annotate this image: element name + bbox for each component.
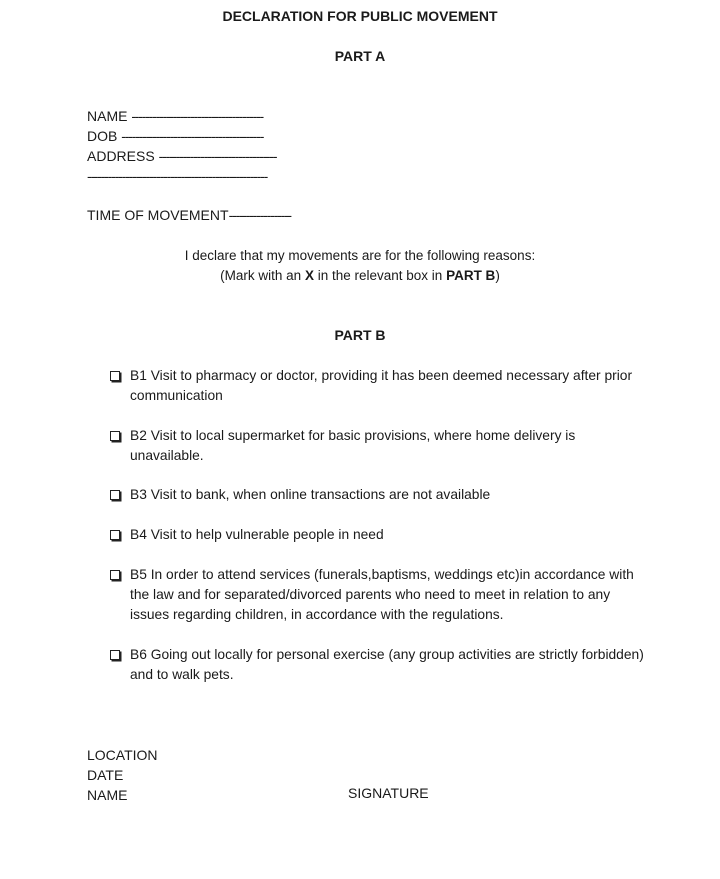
address-field-line2[interactable]	[87, 167, 267, 185]
instruction-text-post: )	[495, 268, 500, 283]
address-field[interactable]	[87, 147, 276, 165]
declaration-statement: I declare that my movements are for the following reasons:	[184, 248, 536, 263]
address-blank-line[interactable]: ----------------------------------	[158, 148, 277, 164]
reason-item-b2	[110, 426, 650, 466]
reason-item-b4	[110, 525, 650, 545]
dob-label: DOB	[87, 128, 118, 144]
signature-label: SIGNATURE	[348, 785, 429, 801]
address-label: ADDRESS	[87, 148, 155, 164]
footer-name-label: NAME	[87, 787, 128, 803]
time-of-movement-label: TIME OF MOVEMENT	[87, 207, 229, 223]
reason-text: B1 Visit to pharmacy or doctor, providing it has been deemed necessary after prior communication	[130, 368, 633, 403]
name-label: NAME	[87, 108, 128, 124]
checkbox-icon[interactable]	[110, 570, 120, 580]
name-blank-line[interactable]: --------------------------------------	[131, 108, 263, 124]
reason-text: B3 Visit to bank, when online transactions are not available	[130, 487, 491, 502]
instruction-text-mid: in the relevant box in	[313, 268, 447, 283]
checkbox-icon[interactable]	[110, 650, 120, 660]
reason-text: B4 Visit to help vulnerable people in need	[130, 527, 384, 542]
reason-text: B6 Going out locally for personal exercise (any group activities are strictly forbidden) and to walk pets.	[130, 647, 644, 682]
part-b-heading: PART B	[334, 327, 386, 343]
location-label: LOCATION	[87, 747, 158, 763]
document-title: DECLARATION FOR PUBLIC MOVEMENT	[222, 8, 498, 24]
instruction-text-pre: (Mark with an	[220, 268, 305, 283]
checkbox-icon[interactable]	[110, 371, 120, 381]
reason-item-b5	[110, 565, 650, 625]
instruction-x-mark: X	[304, 268, 314, 283]
checkbox-icon[interactable]	[110, 530, 120, 540]
time-of-movement-field[interactable]	[87, 206, 291, 224]
address-blank-line-2[interactable]: ----------------------------------------------------	[87, 168, 268, 184]
declaration-instruction	[0, 268, 720, 283]
part-a-heading: PART A	[334, 48, 386, 64]
reason-item-b1	[110, 366, 650, 406]
instruction-part-b: PART B	[446, 268, 496, 283]
dob-field[interactable]	[87, 127, 263, 145]
reason-text: B2 Visit to local supermarket for basic provisions, where home delivery is unavailable.	[130, 428, 576, 463]
time-of-movement-blank-line[interactable]: ------------------	[228, 207, 291, 223]
reason-item-b3	[110, 485, 650, 505]
name-field[interactable]	[87, 107, 263, 125]
reason-item-b6	[110, 645, 650, 685]
checkbox-icon[interactable]	[110, 490, 120, 500]
dob-blank-line[interactable]: -----------------------------------------	[121, 128, 264, 144]
reason-text: B5 In order to attend services (funerals,baptisms, weddings etc)in accordance with the law and for separated/divorced parents who need to meet in relation to any issues regarding children, in accordance with the regulations.	[130, 567, 634, 622]
date-label: DATE	[87, 767, 124, 783]
checkbox-icon[interactable]	[110, 431, 120, 441]
